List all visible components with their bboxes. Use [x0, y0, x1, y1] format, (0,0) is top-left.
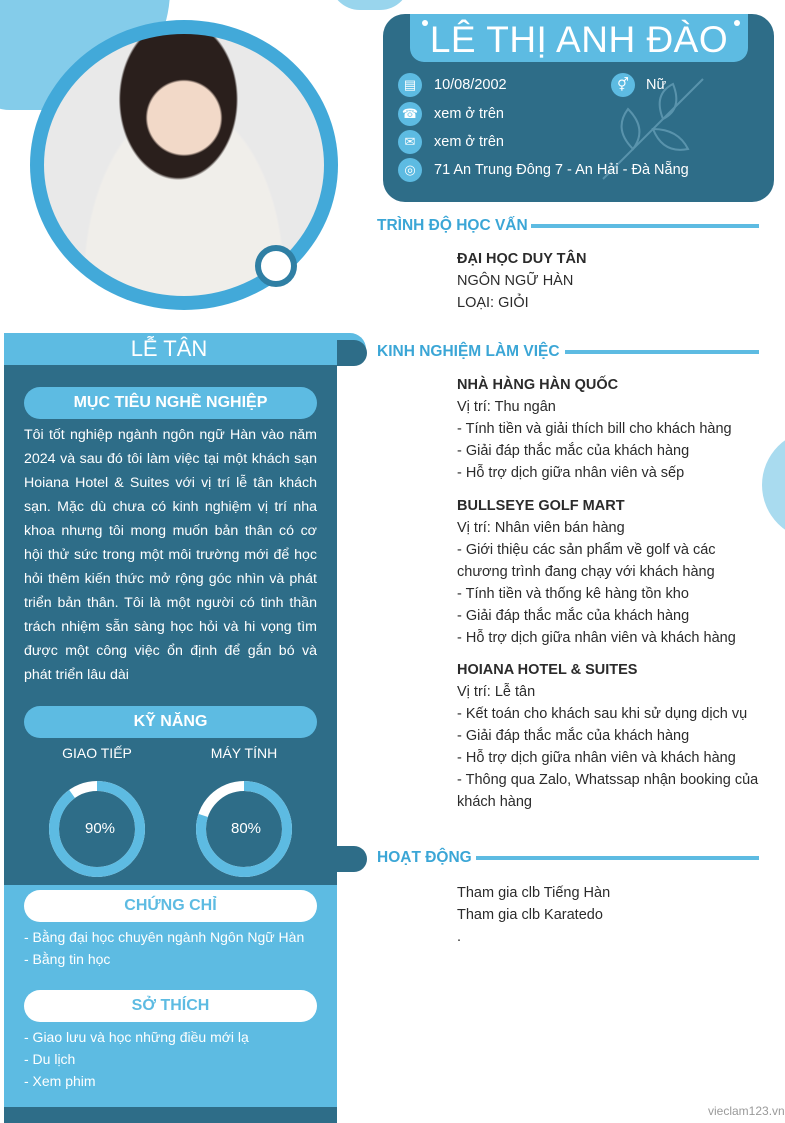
experience-heading: KINH NGHIỆM LÀM VIỆC: [377, 343, 560, 360]
skills-heading: KỸ NĂNG: [24, 706, 317, 738]
address-text: 71 An Trung Đông 7 - An Hải - Đà Nẵng: [434, 162, 689, 178]
list-item: - Du lịch: [24, 1051, 76, 1067]
grade-text: LOẠI: GIỎI: [457, 295, 529, 311]
job-position: Vị trí: Lễ tân: [457, 684, 536, 700]
education-block: [457, 248, 586, 314]
objective-text: Tôi tốt nghiệp ngành ngôn ngữ Hàn vào năm 2024 và sau đó tôi làm việc tại một khách sạn Hoiana Hotel & Suites với vị trí lễ tân khách sạn. Mặc dù chưa có kinh nghiệm vị trí nha khoa nhưng tôi mong muốn bản thân có cơ hội thử sức trong một môi trường mới để học hỏi thêm kiến thức mở rộng góc nhìn và phát triển bản thân. Tôi là một người có tinh thần trách nhiệm sẵn sàng học hỏi và hi vọng tìm được một công việc ổn định để gắn bó và phát triển lâu dài: [24, 427, 317, 683]
list-item: - Giao lưu và học những điều mới lạ: [24, 1029, 249, 1045]
certificates-list: [24, 926, 304, 970]
decor-blob: [762, 430, 785, 540]
school-name: ĐẠI HỌC DUY TÂN: [457, 251, 587, 267]
gender-text: Nữ: [646, 77, 667, 93]
job-org: HOIANA HOTEL & SUITES: [457, 662, 638, 678]
job-duty: - Hỗ trợ dịch giữa nhân viên và khách hàng: [457, 750, 736, 766]
job-entry: [457, 374, 762, 484]
job-duty: - Giới thiệu các sản phẩm về golf và các chương trình đang chạy với khách hàng: [457, 542, 716, 580]
hobbies-heading: SỞ THÍCH: [24, 990, 317, 1022]
decor-blob: [330, 0, 410, 10]
job-position: Vị trí: Thu ngân: [457, 399, 556, 415]
location-icon: ◎: [398, 158, 422, 182]
dob-text: 10/08/2002: [434, 77, 507, 93]
birthday-cake-icon: ▤: [398, 73, 422, 97]
job-position: Vị trí: Nhân viên bán hàng: [457, 520, 625, 536]
phone-text: xem ở trên: [434, 106, 504, 122]
list-item: - Bằng đại học chuyên ngành Ngôn Ngữ Hàn: [24, 929, 305, 945]
education-heading: TRÌNH ĐỘ HỌC VẤN: [377, 217, 528, 234]
job-duty: - Kết toán cho khách sau khi sử dụng dịch vụ: [457, 706, 748, 722]
list-item: Tham gia clb Karatedo: [457, 907, 603, 923]
watermark-text: vieclam123.vn: [708, 1104, 785, 1118]
list-item: Tham gia clb Tiếng Hàn: [457, 885, 611, 901]
job-duty: - Tính tiền và thống kê hàng tồn kho: [457, 586, 689, 602]
activities-heading: HOẠT ĐỘNG: [377, 849, 472, 866]
job-role: LỄ TÂN: [130, 336, 208, 361]
job-duty: - Tính tiền và giải thích bill cho khách hàng: [457, 421, 732, 437]
job-duty: - Giải đáp thắc mắc của khách hàng: [457, 443, 690, 459]
major-text: NGÔN NGỮ HÀN: [457, 273, 574, 289]
job-duty: - Thông qua Zalo, Whatssap nhận booking của khách hàng: [457, 772, 759, 810]
section-cap: [337, 846, 367, 872]
activities-list: [457, 882, 610, 948]
candidate-name: LÊ THỊ ANH ĐÀO: [429, 19, 729, 60]
skill-percent: 90%: [84, 820, 116, 837]
gender-icon: ⚥: [611, 73, 635, 97]
objective-heading: MỤC TIÊU NGHỀ NGHIỆP: [24, 387, 317, 419]
job-org: BULLSEYE GOLF MART: [457, 498, 625, 514]
job-entry: [457, 659, 762, 813]
list-item: - Xem phim: [24, 1073, 96, 1089]
section-divider: [531, 224, 759, 228]
skill-label: GIAO TIẾP: [62, 745, 132, 761]
job-org: NHÀ HÀNG HÀN QUỐC: [457, 377, 619, 393]
email-text: xem ở trên: [434, 134, 504, 150]
job-duty: - Hỗ trợ dịch giữa nhân viên và khách hàng: [457, 630, 736, 646]
list-item: - Bằng tin học: [24, 951, 111, 967]
job-duty: - Hỗ trợ dịch giữa nhân viên và sếp: [457, 465, 685, 481]
hobbies-list: [24, 1026, 249, 1092]
section-divider: [565, 350, 759, 354]
skill-percent: 80%: [230, 820, 262, 837]
skill-label: MÁY TÍNH: [210, 745, 278, 761]
job-duty: - Giải đáp thắc mắc của khách hàng: [457, 728, 690, 744]
avatar-decor-dot: [255, 245, 297, 287]
email-icon: ✉: [398, 130, 422, 154]
left-panel-bottom: [4, 1107, 337, 1123]
phone-icon: ☎: [398, 102, 422, 126]
job-entry: [457, 495, 762, 649]
section-divider: [476, 856, 759, 860]
certificates-heading: CHỨNG CHỈ: [24, 890, 317, 922]
job-duty: - Giải đáp thắc mắc của khách hàng: [457, 608, 690, 624]
list-item: .: [457, 929, 462, 945]
section-cap: [337, 340, 367, 366]
